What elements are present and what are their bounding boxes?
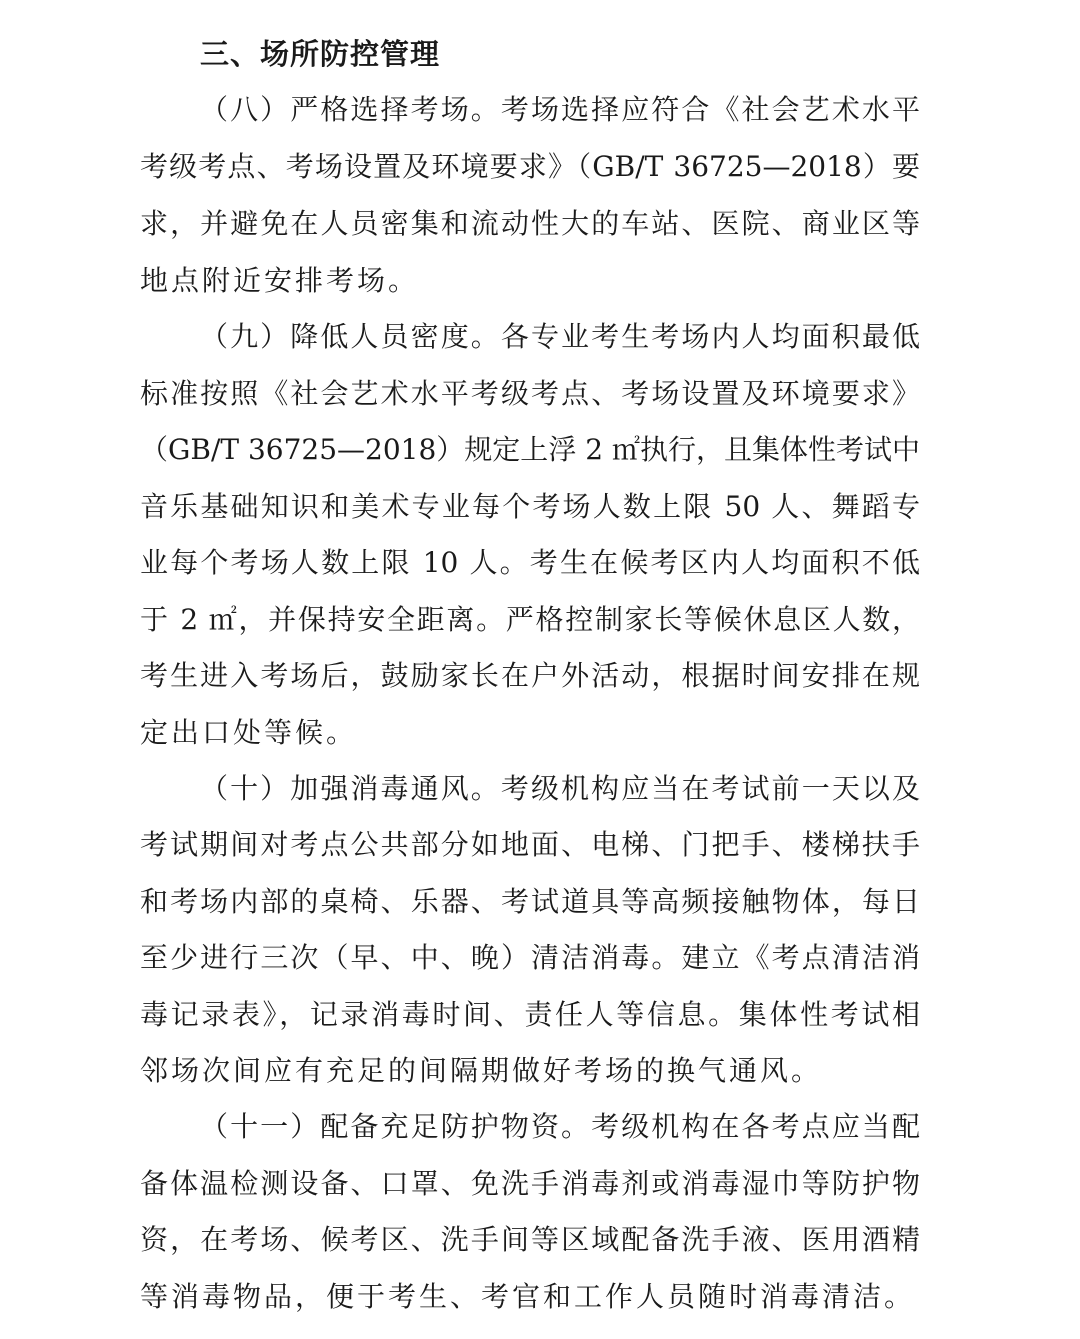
text-line: （十）加强消毒通风。考级机构应当在考试前一天以及 — [200, 772, 920, 805]
text-line: （九）降低人员密度。各专业考生考场内人均面积最低 — [200, 320, 920, 353]
text-line: 地点附近安排考场。 — [140, 264, 420, 297]
text-line: 标准按照《社会艺术水平考级考点、考场设置及环境要求》 — [140, 377, 920, 410]
text-line: （八）严格选择考场。考场选择应符合《社会艺术水平 — [200, 93, 920, 126]
text-line: 备体温检测设备、口罩、免洗手消毒剂或消毒湿巾等防护物 — [140, 1167, 920, 1200]
section-heading: 三、场所防控管理 — [200, 37, 441, 71]
text-line: （十一）配备充足防护物资。考级机构在各考点应当配 — [200, 1110, 920, 1143]
text-line: 考生进入考场后，鼓励家长在户外活动，根据时间安排在规 — [140, 659, 920, 692]
text-line: 等消毒物品，便于考生、考官和工作人员随时消毒清洁。 — [140, 1280, 916, 1313]
text-line: 求，并避免在人员密集和流动性大的车站、医院、商业区等 — [140, 207, 920, 240]
text-line: 定出口处等候。 — [140, 716, 358, 749]
text-line: 至少进行三次（早、中、晚）清洁消毒。建立《考点清洁消 — [140, 941, 920, 974]
text-line: 和考场内部的桌椅、乐器、考试道具等高频接触物体，每日 — [140, 885, 920, 918]
text-line: 于 2 ㎡，并保持安全距离。严格控制家长等候休息区人数， — [140, 603, 920, 636]
text-line: （GB/T 36725—2018）规定上浮 2 ㎡执行，且集体性考试中 — [140, 433, 920, 466]
text-line: 邻场次间应有充足的间隔期做好考场的换气通风。 — [140, 1054, 823, 1087]
text-line: 资，在考场、候考区、洗手间等区域配备洗手液、医用酒精 — [140, 1223, 920, 1256]
text-line: 考试期间对考点公共部分如地面、电梯、门把手、楼梯扶手 — [140, 828, 920, 861]
text-line: 考级考点、考场设置及环境要求》（GB/T 36725—2018）要 — [140, 150, 920, 183]
text-line: 业每个考场人数上限 10 人。考生在候考区内人均面积不低 — [140, 546, 920, 579]
text-line: 音乐基础知识和美术专业每个考场人数上限 50 人、舞蹈专 — [140, 490, 920, 523]
text-line: 毒记录表》，记录消毒时间、责任人等信息。集体性考试相 — [140, 998, 920, 1031]
